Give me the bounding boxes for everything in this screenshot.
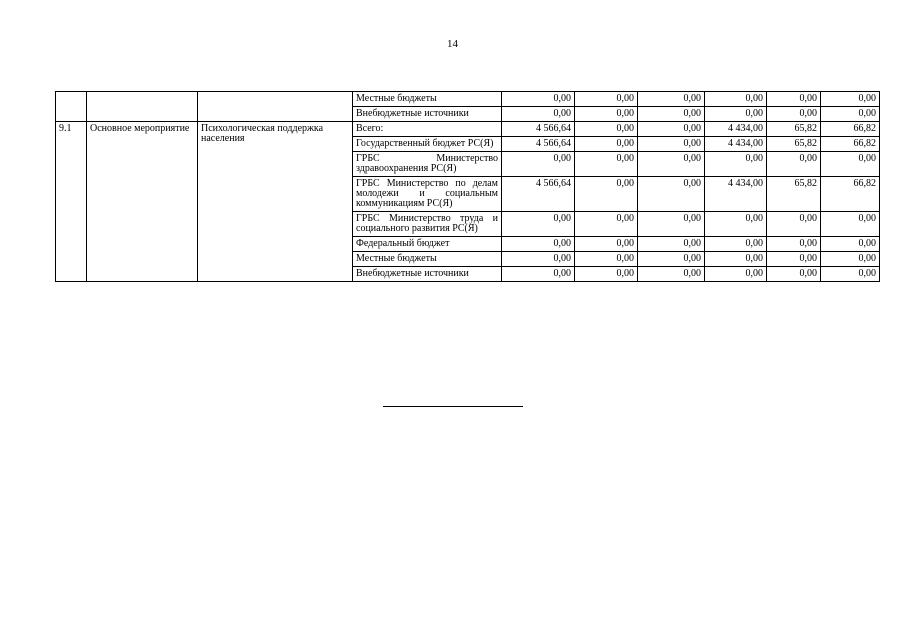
value-cell: 0,00	[575, 267, 638, 282]
value-cell: 0,00	[502, 237, 575, 252]
value-cell: 0,00	[575, 92, 638, 107]
value-cell: 0,00	[767, 107, 821, 122]
value-cell: 0,00	[705, 237, 767, 252]
source-cell: ГРБС Министерство труда и социального развития РС(Я)	[353, 212, 502, 237]
value-cell: 0,00	[575, 177, 638, 212]
footnote-divider	[383, 406, 523, 407]
source-cell: Местные бюджеты	[353, 252, 502, 267]
value-cell: 0,00	[638, 177, 705, 212]
source-cell: Федеральный бюджет	[353, 237, 502, 252]
value-cell: 0,00	[502, 267, 575, 282]
value-cell: 65,82	[767, 177, 821, 212]
value-cell: 4 566,64	[502, 137, 575, 152]
value-cell: 0,00	[638, 252, 705, 267]
value-cell: 0,00	[575, 252, 638, 267]
source-cell: ГРБС Министерство здравоохранения РС(Я)	[353, 152, 502, 177]
number-cell	[56, 92, 87, 122]
number-cell: 9.1	[56, 122, 87, 282]
value-cell: 0,00	[502, 107, 575, 122]
value-cell: 0,00	[502, 212, 575, 237]
value-cell: 0,00	[575, 152, 638, 177]
source-cell: Всего:	[353, 122, 502, 137]
value-cell: 0,00	[638, 137, 705, 152]
value-cell: 0,00	[767, 237, 821, 252]
value-cell: 0,00	[705, 107, 767, 122]
type-cell: Основное мероприятие	[87, 122, 198, 282]
value-cell: 0,00	[821, 237, 880, 252]
value-cell: 0,00	[821, 152, 880, 177]
table-row	[56, 92, 880, 107]
value-cell: 0,00	[821, 92, 880, 107]
value-cell: 0,00	[502, 92, 575, 107]
source-cell: Внебюджетные источники	[353, 267, 502, 282]
name-cell: Психологическая поддержка населения	[198, 122, 353, 282]
table-row	[56, 122, 880, 137]
value-cell: 4 566,64	[502, 177, 575, 212]
value-cell: 0,00	[767, 92, 821, 107]
value-cell: 0,00	[575, 107, 638, 122]
value-cell: 0,00	[705, 252, 767, 267]
name-cell	[198, 92, 353, 122]
value-cell: 0,00	[502, 152, 575, 177]
value-cell: 0,00	[575, 237, 638, 252]
value-cell: 0,00	[638, 107, 705, 122]
value-cell: 0,00	[767, 212, 821, 237]
value-cell: 66,82	[821, 122, 880, 137]
source-cell: Государственный бюджет РС(Я)	[353, 137, 502, 152]
value-cell: 0,00	[575, 212, 638, 237]
value-cell: 0,00	[767, 152, 821, 177]
value-cell: 0,00	[705, 212, 767, 237]
value-cell: 4 434,00	[705, 122, 767, 137]
value-cell: 66,82	[821, 137, 880, 152]
value-cell: 0,00	[638, 212, 705, 237]
value-cell: 0,00	[821, 212, 880, 237]
value-cell: 0,00	[821, 107, 880, 122]
value-cell: 0,00	[502, 252, 575, 267]
value-cell: 0,00	[705, 267, 767, 282]
source-cell: ГРБС Министерство по делам молодежи и социальным коммуникациям РС(Я)	[353, 177, 502, 212]
value-cell: 0,00	[767, 267, 821, 282]
value-cell: 0,00	[821, 267, 880, 282]
budget-table	[55, 91, 880, 282]
value-cell: 0,00	[767, 252, 821, 267]
value-cell: 0,00	[575, 122, 638, 137]
value-cell: 0,00	[705, 92, 767, 107]
value-cell: 4 434,00	[705, 137, 767, 152]
page-number: 14	[447, 38, 458, 50]
source-cell: Внебюджетные источники	[353, 107, 502, 122]
value-cell: 65,82	[767, 137, 821, 152]
value-cell: 65,82	[767, 122, 821, 137]
value-cell: 4 566,64	[502, 122, 575, 137]
value-cell: 4 434,00	[705, 177, 767, 212]
value-cell: 0,00	[705, 152, 767, 177]
value-cell: 0,00	[638, 92, 705, 107]
value-cell: 0,00	[575, 137, 638, 152]
value-cell: 0,00	[638, 152, 705, 177]
value-cell: 0,00	[638, 237, 705, 252]
type-cell	[87, 92, 198, 122]
value-cell: 66,82	[821, 177, 880, 212]
value-cell: 0,00	[821, 252, 880, 267]
value-cell: 0,00	[638, 122, 705, 137]
budget-table-body	[56, 92, 880, 282]
source-cell: Местные бюджеты	[353, 92, 502, 107]
value-cell: 0,00	[638, 267, 705, 282]
